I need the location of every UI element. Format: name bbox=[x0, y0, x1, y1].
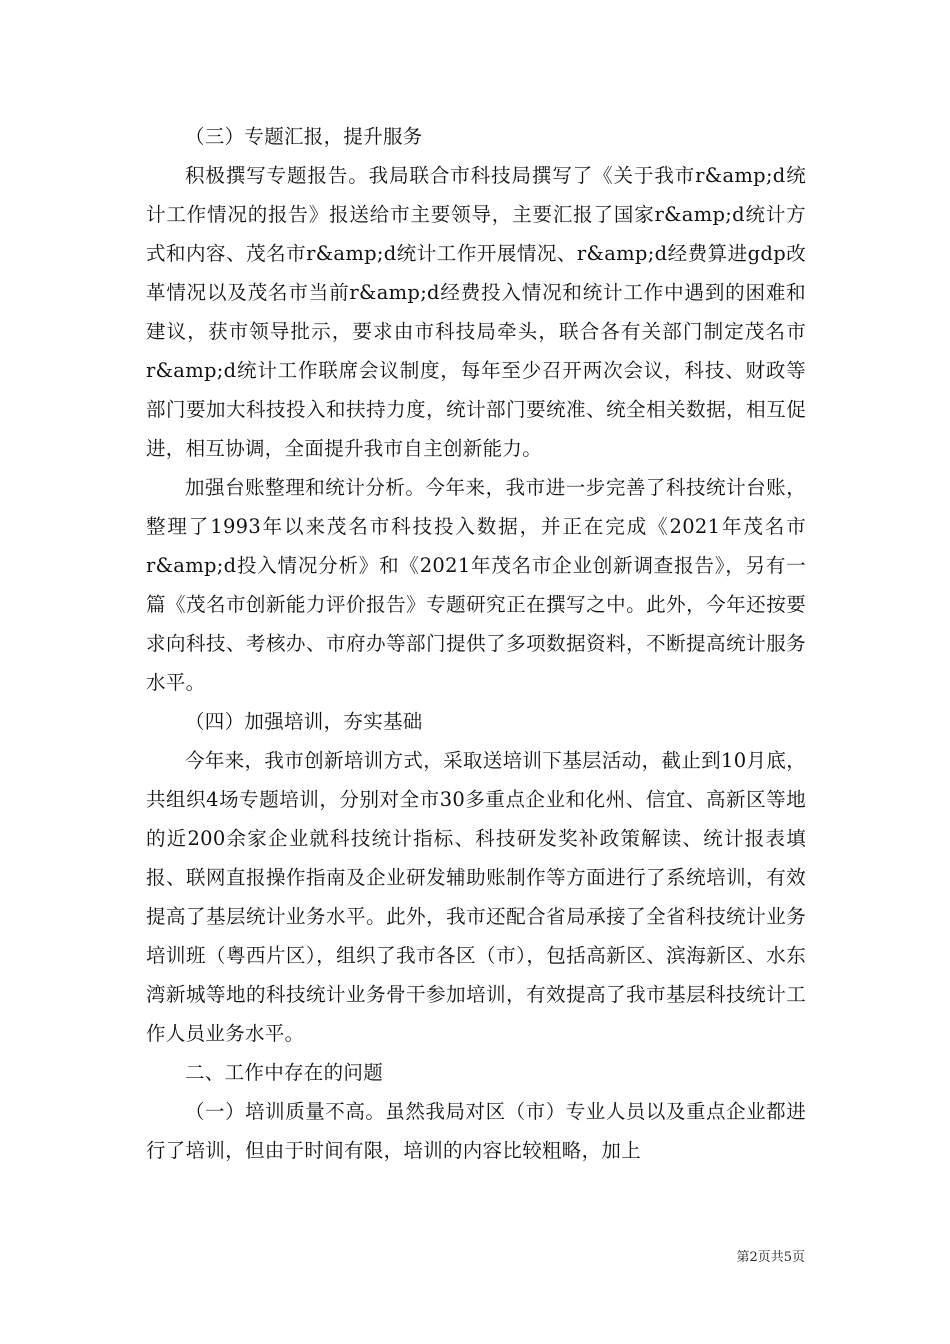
section-4-heading: （四）加强培训，夯实基础 bbox=[185, 710, 423, 733]
part-2-heading: 二、工作中存在的问题 bbox=[185, 1061, 384, 1084]
ledger-analysis-paragraph: 加强台账整理和统计分析。今年来，我市进一步完善了科技统计台账，整理了1993年以来茂名市科技投入数据，并正在完成《2021年茂名市r&amp;d投入情况分析》和《2021年茂名市企业创新调查报告》，另有一篇《茂名市创新能力评价报告》专题研究正在撰写之中。此外，今年还按要求向科技、考核办、市府办等部门提供了多项数据资料，不断提高统计服务水平。 bbox=[146, 476, 806, 694]
page-number: 第2页共5页 bbox=[736, 1250, 805, 1265]
section-3-heading: （三）专题汇报，提升服务 bbox=[185, 125, 423, 148]
problem-1-paragraph: （一）培训质量不高。虽然我局对区（市）专业人员以及重点企业都进行了培训，但由于时间有限，培训的内容比较粗略，加上 bbox=[146, 1100, 806, 1162]
special-report-paragraph: 积极撰写专题报告。我局联合市科技局撰写了《关于我市r&amp;d统计工作情况的报告》报送给市主要领导，主要汇报了国家r&amp;d统计方式和内容、茂名市r&amp;d统计工作开展情况、r&amp;d经费算进gdp改革情况以及茂名市当前r&amp;d经费投入情况和统计工作中遇到的困难和建议，获市领导批示，要求由市科技局牵头，联合各有关部门制定茂名市r&amp;d统计工作联席会议制度，每年至少召开两次会议，科技、财政等部门要加大科技投入和扶持力度，统计部门要统准、统全相关数据，相互促进，相互协调，全面提升我市自主创新能力。 bbox=[146, 164, 806, 460]
document-body bbox=[146, 117, 806, 1170]
training-paragraph: 今年来，我市创新培训方式，采取送培训下基层活动，截止到10月底，共组织4场专题培训，分别对全市30多重点企业和化州、信宜、高新区等地的近200余家企业就科技统计指标、科技研发奖补政策解读、统计报表填报、联网直报操作指南及企业研发辅助账制作等方面进行了系统培训，有效提高了基层统计业务水平。此外，我市还配合省局承接了全省科技统计业务培训班（粤西片区），组织了我市各区（市），包括高新区、滨海新区、水东湾新城等地的科技统计业务骨干参加培训，有效提高了我市基层科技统计工作人员业务水平。 bbox=[146, 749, 806, 1045]
